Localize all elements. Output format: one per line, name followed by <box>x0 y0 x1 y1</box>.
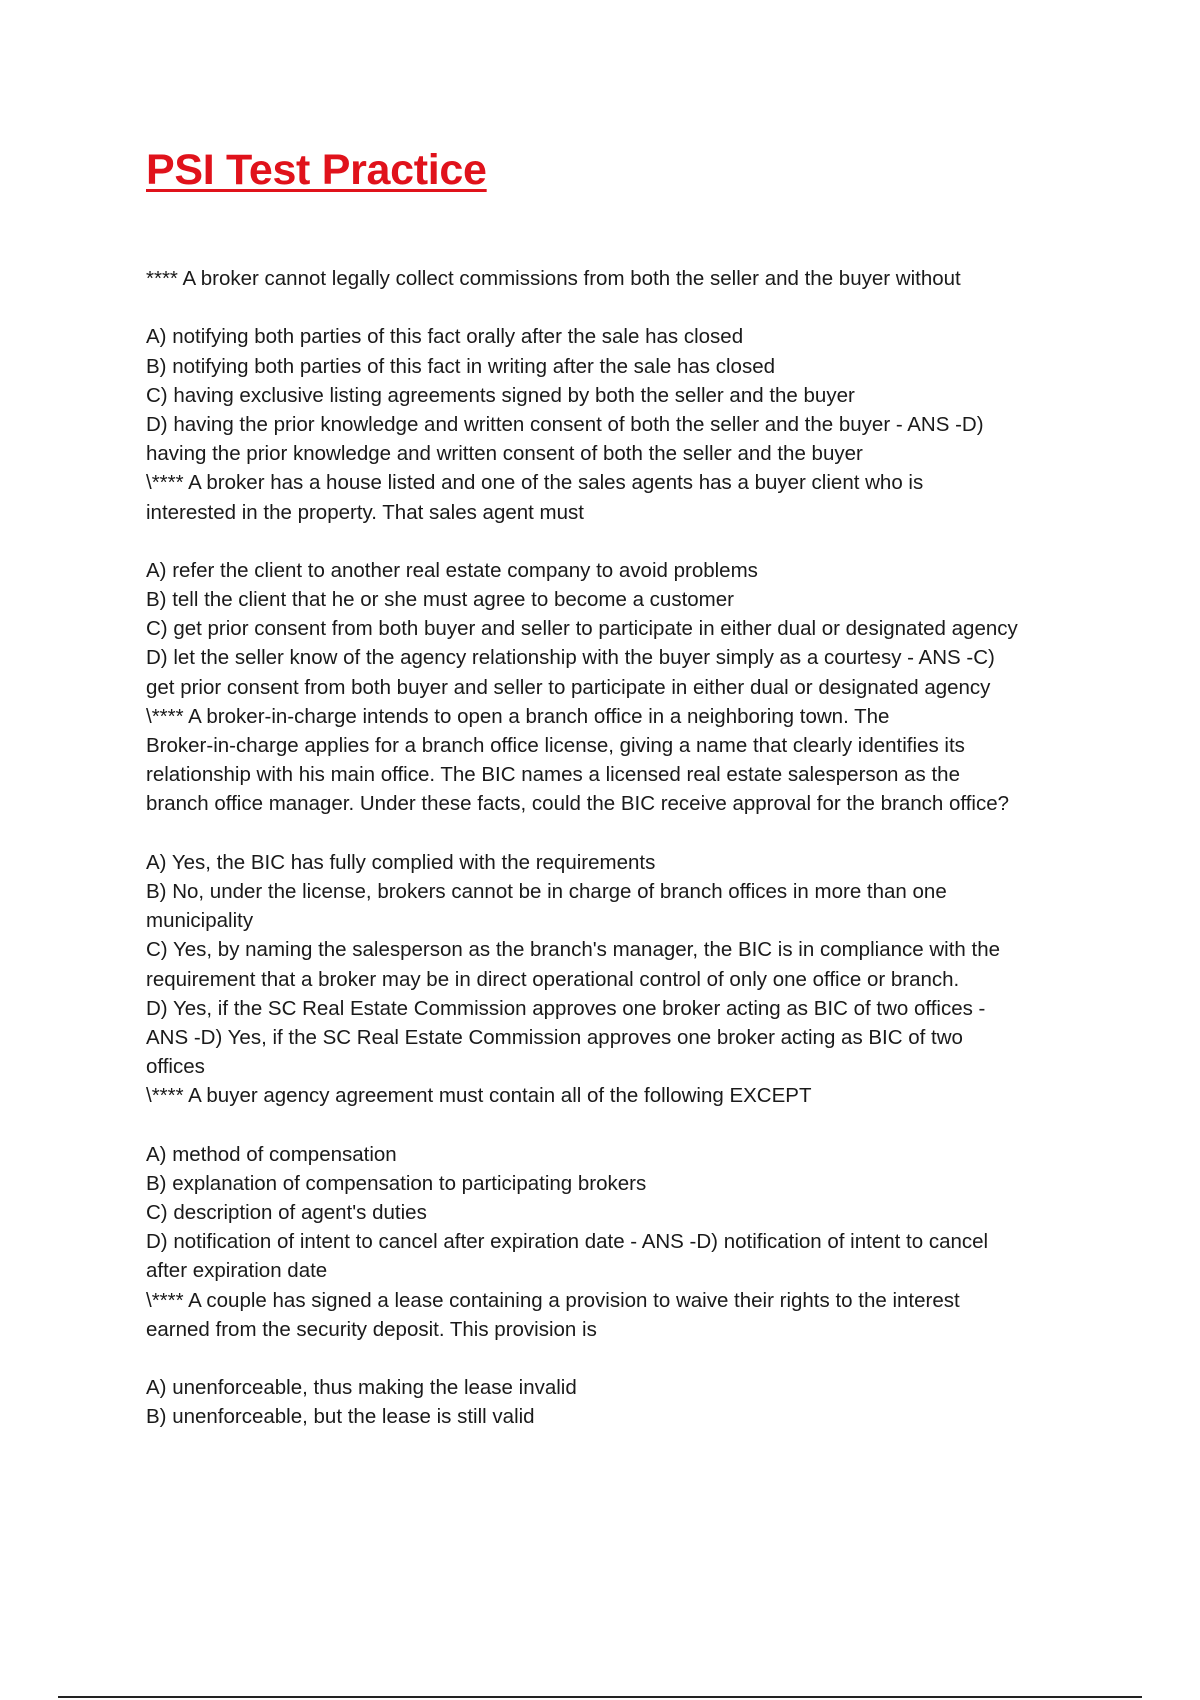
blank-line <box>146 819 1106 848</box>
text-line: A) unenforceable, thus making the lease invalid <box>146 1376 577 1400</box>
text-line: D) Yes, if the SC Real Estate Commission approves one broker acting as BIC of two offices - <box>146 996 986 1020</box>
page-bottom-rule <box>58 1696 1142 1698</box>
text-line: B) tell the client that he or she must agree to become a customer <box>146 588 734 612</box>
text-line: A) refer the client to another real estate company to avoid problems <box>146 558 758 582</box>
text-line: interested in the property. That sales agent must <box>146 500 584 524</box>
text-line: C) get prior consent from both buyer and seller to participate in either dual or designated agency <box>146 617 1018 641</box>
text-line: D) let the seller know of the agency relationship with the buyer simply as a courtesy - ANS -C) <box>146 646 995 670</box>
text-line: C) description of agent's duties <box>146 1201 427 1224</box>
text-line: D) notification of intent to cancel after expiration date - ANS -D) notification of intent to cancel <box>146 1230 989 1254</box>
text-line: A) Yes, the BIC has fully complied with the requirements <box>146 850 656 874</box>
text-line: \**** A couple has signed a lease containing a provision to waive their rights to the interest <box>146 1288 960 1312</box>
text-line: A) method of compensation <box>146 1142 397 1166</box>
text-line: get prior consent from both buyer and seller to participate in either dual or designated agency <box>146 675 991 699</box>
text-line: B) No, under the license, brokers cannot be in charge of branch offices in more than one <box>146 879 947 903</box>
document-title: PSI Test Practice <box>146 146 487 194</box>
text-line: B) notifying both parties of this fact in writing after the sale has closed <box>146 354 775 378</box>
text-line: \**** A buyer agency agreement must contain all of the following EXCEPT <box>146 1084 812 1108</box>
blank-line <box>146 1110 1106 1139</box>
text-line: after expiration date <box>146 1259 328 1283</box>
text-line: requirement that a broker may be in direct operational control of only one office or branch. <box>146 967 960 991</box>
text-line: B) explanation of compensation to participating brokers <box>146 1171 647 1195</box>
text-line: D) having the prior knowledge and written consent of both the seller and the buyer - ANS -D) <box>146 412 984 436</box>
blank-line <box>146 1344 1106 1373</box>
text-line: municipality <box>146 909 254 933</box>
blank-line <box>146 293 1106 322</box>
text-line: C) Yes, by naming the salesperson as the branch's manager, the BIC is in compliance with the <box>146 938 1000 962</box>
text-line: A) notifying both parties of this fact orally after the sale has closed <box>146 325 744 349</box>
text-line: \**** A broker-in-charge intends to open a branch office in a neighboring town. The <box>146 704 890 728</box>
text-line: having the prior knowledge and written consent of both the seller and the buyer <box>146 442 863 466</box>
text-line: B) unenforceable, but the lease is still valid <box>146 1405 535 1429</box>
text-line: relationship with his main office. The BIC names a licensed real estate salesperson as the <box>146 763 960 787</box>
text-line: ANS -D) Yes, if the SC Real Estate Commission approves one broker acting as BIC of two <box>146 1025 963 1049</box>
text-line: C) having exclusive listing agreements signed by both the seller and the buyer <box>146 383 855 407</box>
text-line: earned from the security deposit. This provision is <box>146 1317 597 1341</box>
document-body <box>146 264 1106 1432</box>
blank-line <box>146 527 1106 556</box>
text-line: Broker-in-charge applies for a branch office license, giving a name that clearly identifies its <box>146 734 965 757</box>
document-page <box>146 140 1106 1432</box>
text-line: offices <box>146 1055 205 1079</box>
text-line: branch office manager. Under these facts, could the BIC receive approval for the branch office? <box>146 792 1010 816</box>
text-line: \**** A broker has a house listed and one of the sales agents has a buyer client who is <box>146 471 924 495</box>
text-line: **** A broker cannot legally collect commissions from both the seller and the buyer without <box>146 267 961 290</box>
